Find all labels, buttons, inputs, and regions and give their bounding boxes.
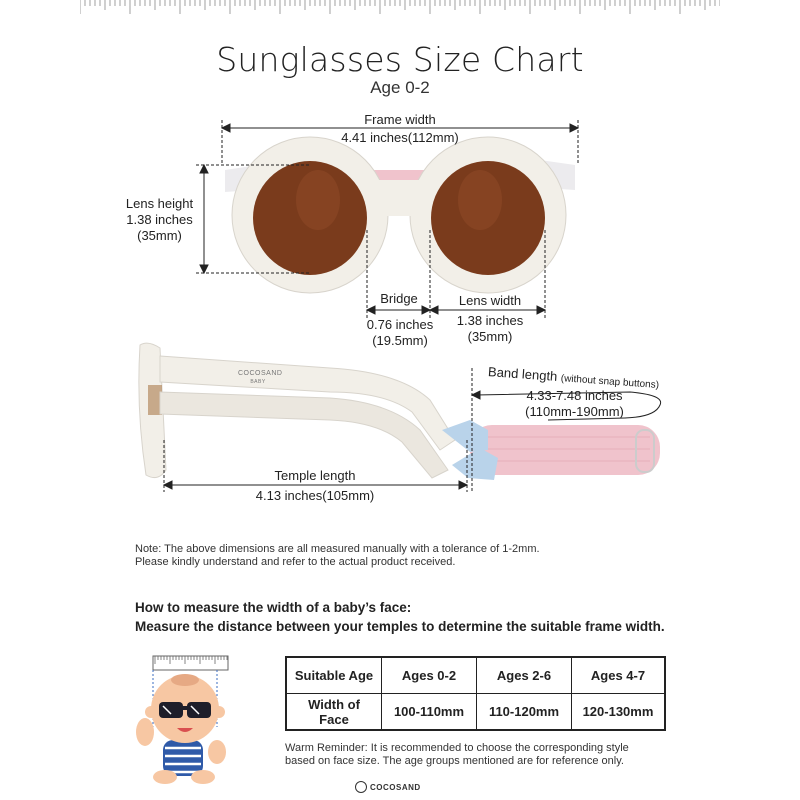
footer-brand: COCOSAND	[370, 783, 421, 792]
temple-length-label: Temple length	[274, 468, 356, 483]
table-header-cell: Width of Face	[286, 694, 382, 731]
size-table	[285, 656, 666, 731]
bridge-value: 0.76 inches (19.5mm)	[366, 317, 434, 348]
frame-width-value: 4.41 inches(112mm)	[341, 130, 459, 145]
lens-width-value: 1.38 inches (35mm)	[456, 313, 524, 344]
warm-reminder: Warm Reminder: It is recommended to choose the corresponding style based on face size. The age groups mentioned are for reference only.	[285, 742, 629, 767]
lens-height-label: Lens height 1.38 inches (35mm)	[125, 196, 194, 243]
how-to-measure: How to measure the width of a baby’s face: Measure the distance between your temples to determine the suitable frame width.	[135, 600, 665, 634]
temple-length-value: 4.13 inches(105mm)	[255, 488, 375, 503]
temple-brand: COCOSAND BABY	[238, 370, 283, 385]
table-cell: 120-130mm	[572, 694, 666, 731]
bridge-label: Bridge	[380, 291, 418, 306]
sunglasses-front	[232, 137, 566, 293]
table-cell: Ages 2-6	[477, 657, 572, 694]
table-header-cell: Suitable Age	[286, 657, 382, 694]
frame-width-label: Frame width	[364, 112, 436, 127]
band-length-label: Band length (without snap buttons)	[487, 364, 660, 391]
baby-illustration	[125, 652, 235, 787]
table-cell: Ages 4-7	[572, 657, 666, 694]
measurement-note: Note: The above dimensions are all measured manually with a tolerance of 1-2mm. Please kindly understand and refer to the actual product received.	[135, 543, 540, 568]
table-row	[286, 657, 665, 694]
table-row	[286, 694, 665, 731]
table-cell: Ages 0-2	[382, 657, 477, 694]
table-cell: 100-110mm	[382, 694, 477, 731]
brand-logo-icon	[355, 781, 367, 793]
page-title: Sunglasses Size Chart	[216, 40, 584, 79]
lens-width-label: Lens width	[458, 293, 522, 308]
page-subtitle: Age 0-2	[370, 78, 430, 97]
band-length-value: 4.33-7.48 inches (110mm-190mm)	[525, 388, 624, 419]
table-cell: 110-120mm	[477, 694, 572, 731]
